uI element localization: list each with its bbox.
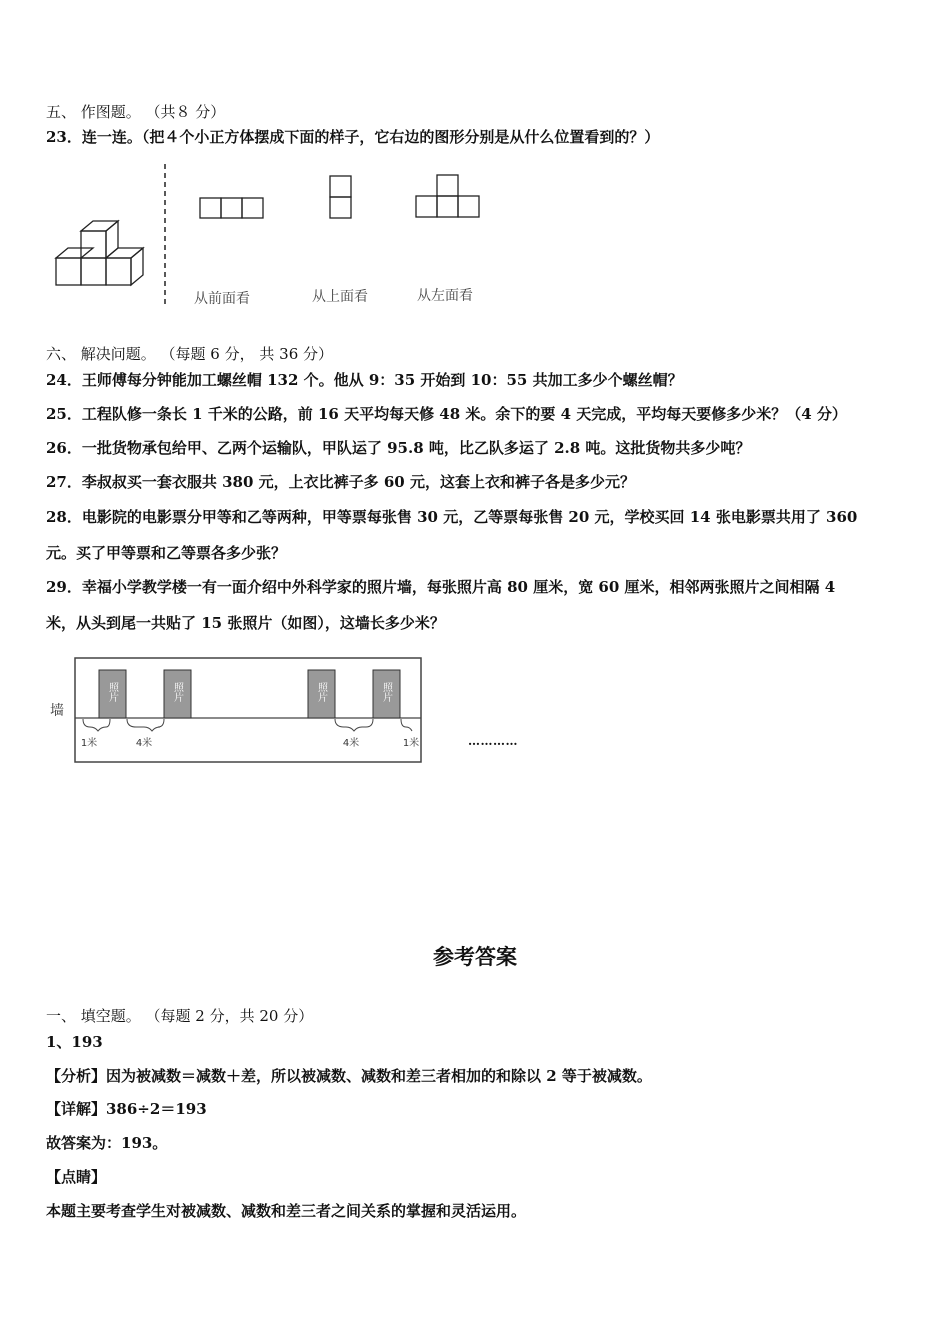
gap-label-right: 1米 [402,738,420,749]
answer-conclusion: 故答案为：193。 [46,1134,168,1152]
view-label-top: 从上面看 [312,289,368,305]
brace-middle-right [335,719,373,731]
section6-header: 六、 解决问题。 （每题 6 分， 共 36 分） [46,345,334,363]
answer-1: 1、193 [46,1033,103,1051]
answer-comment-label: 【点睛】 [46,1168,107,1186]
brace-middle [127,719,164,731]
question-24: 24．王师傅每分钟能加工螺丝帽 132 个。他从 9：35 开始到 10：55 共加工多少个螺丝帽？ [46,371,683,389]
photo-label: 照片 [380,682,392,702]
question-23: 23．连一连。（把４个小正方体摆成下面的样子，它右边的图形分别是从什么位置看到的？） [46,128,660,146]
answer-detail: 【详解】386÷2＝193 [46,1100,207,1118]
section5-header: 五、 作图题。 （共８ 分） [46,103,226,121]
question-28-line2: 元。买了甲等票和乙等票各多少张？ [46,544,287,562]
photo-label: 照片 [171,682,183,702]
photos [99,670,400,718]
photo-wall-figure [46,655,426,767]
answers-title: 参考答案 [433,945,517,969]
wall-label: 墙 [50,703,64,719]
question-29-line2: 米，从头到尾一共贴了 15 张照片（如图），这墙长多少米？ [46,614,445,632]
q23-figure [48,160,508,310]
question-28-line1: 28．电影院的电影票分甲等和乙等两种，甲等票每张售 30 元，乙等票每张售 20 元，学校买回 14 张电影票共用了 360 [46,508,858,526]
question-26: 26．一批货物承包给甲、乙两个运输队，甲队运了 95.8 吨，比乙队多运了 2.8 吨。这批货物共多少吨？ [46,439,751,457]
question-27: 27．李叔叔买一套衣服共 380 元，上衣比裤子多 60 元，这套上衣和裤子各是多少元？ [46,473,635,491]
answers-section1-header: 一、 填空题。 （每题 2 分，共 20 分） [46,1007,314,1025]
gap-label-middle-right: 4米 [342,738,360,749]
top-view-shape [330,176,351,218]
answer-comment: 本题主要考查学生对被减数、减数和差三者之间关系的掌握和灵活运用。 [46,1202,527,1220]
front-view-shape [200,198,263,218]
answer-analysis: 【分析】因为被减数＝减数＋差，所以被减数、减数和差三者相加的和除以 2 等于被减数。 [46,1067,652,1085]
brace-left [83,719,110,731]
wall-frame [75,658,421,762]
photo-label: 照片 [315,682,327,702]
question-25: 25．工程队修一条长 1 千米的公路，前 16 天平均每天修 48 米。余下的要 4 天完成，平均每天要修多少米？（4 分） [46,405,847,423]
gap-label-left: 1米 [80,738,98,749]
figure-ellipsis: ………… [468,734,518,748]
view-label-front: 从前面看 [194,291,250,307]
view-label-left: 从左面看 [417,288,473,304]
gap-label-middle: 4米 [135,738,153,749]
left-view-shape [416,175,479,217]
photo-label: 照片 [106,682,118,702]
cube-stack-drawing [56,221,143,285]
question-29-line1: 29．幸福小学教学楼一有一面介绍中外科学家的照片墙，每张照片高 80 厘米，宽 60 厘米，相邻两张照片之间相隔 4 [46,578,836,596]
brace-right [401,719,412,731]
